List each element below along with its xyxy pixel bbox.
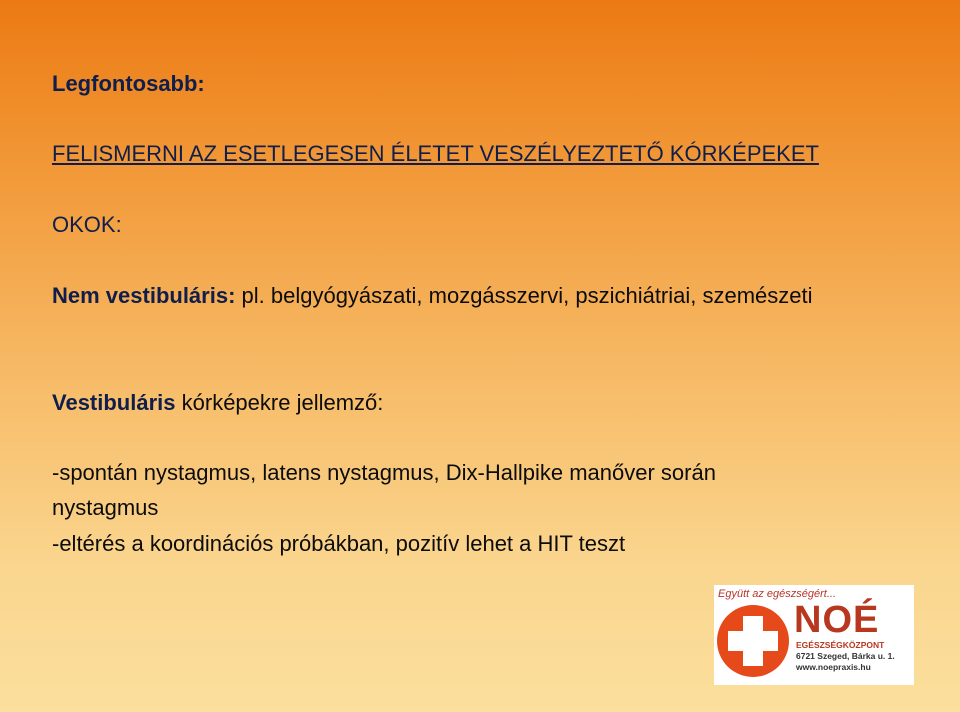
non-vestibular-text: pl. belgyógyászati, mozgásszervi, pszichiátriai, szemészeti [235, 283, 813, 308]
slide-heading: Legfontosabb: [52, 71, 205, 96]
vestibular-line [52, 390, 383, 416]
logo-name: NOÉ [794, 599, 880, 641]
non-vestibular-line [52, 283, 813, 309]
vestibular-label: Vestibuláris [52, 390, 176, 415]
logo-subtitle: EGÉSZSÉGKÖZPONT [796, 640, 885, 650]
non-vestibular-label: Nem vestibuláris: [52, 283, 236, 308]
causes-label: OKOK: [52, 212, 122, 237]
symptom-line-2: nystagmus [52, 495, 159, 520]
symptom-line-3: -eltérés a koordinációs próbákban, pozitív lehet a HIT teszt [52, 531, 626, 556]
symptom-line-1: -spontán nystagmus, latens nystagmus, Dix-Hallpike manőver során [52, 460, 716, 485]
logo-tagline: Együtt az egészségért... [718, 588, 837, 600]
cross-bar-vertical [743, 616, 763, 666]
logo-address: 6721 Szeged, Bárka u. 1. [796, 651, 895, 661]
logo-url: www.noepraxis.hu [796, 662, 871, 672]
noe-logo [714, 585, 914, 685]
highlight-statement: FELISMERNI AZ ESETLEGESEN ÉLETET VESZÉLYEZTETŐ KÓRKÉPEKET [52, 141, 819, 166]
vestibular-text: kórképekre jellemző: [175, 390, 384, 415]
